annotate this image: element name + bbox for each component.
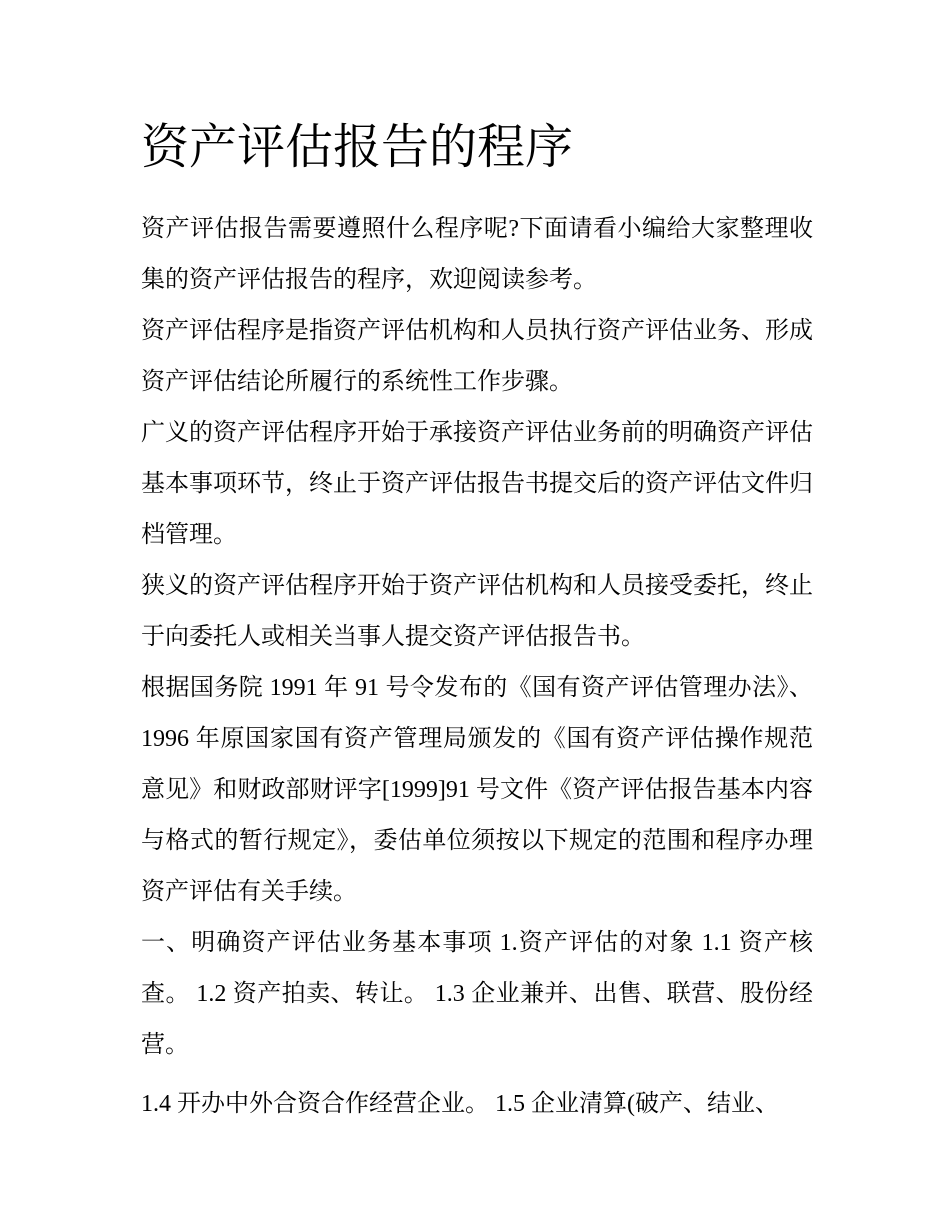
paragraph-section-one-continued: 1.4 开办中外合资合作经营企业。 1.5 企业清算(破产、结业、 [141,1091,779,1117]
paragraph-section-one: 一、明确资产评估业务基本事项 1.资产评估的对象 1.1 资产核查。 1.2 资产拍卖、转让。 1.3 企业兼并、出售、联营、股份经营。 [141,930,813,1058]
document-content [141,112,813,1130]
document-title: 资产评估报告的程序 [141,119,574,175]
paragraph-regulations: 根据国务院 1991 年 91 号令发布的《国有资产评估管理办法》、1996 年原国家国有资产管理局颁发的《国有资产评估操作规范意见》和财政部财评字[1999]91 号文件《资产评估报告基本内容与格式的暂行规定》，委估单位须按以下规定的范围和程序办理资产评估有关手续。 [141,675,813,905]
document-body [141,204,813,1130]
paragraph-broad-sense: 广义的资产评估程序开始于承接资产评估业务前的明确资产评估基本事项环节，终止于资产评估报告书提交后的资产评估文件归档管理。 [141,420,813,548]
paragraph-intro: 资产评估报告需要遵照什么程序呢?下面请看小编给大家整理收集的资产评估报告的程序，欢迎阅读参考。 [141,216,813,293]
paragraph-narrow-sense: 狭义的资产评估程序开始于资产评估机构和人员接受委托，终止于向委托人或相关当事人提交资产评估报告书。 [141,573,813,650]
paragraph-definition: 资产评估程序是指资产评估机构和人员执行资产评估业务、形成资产评估结论所履行的系统性工作步骤。 [141,318,813,395]
